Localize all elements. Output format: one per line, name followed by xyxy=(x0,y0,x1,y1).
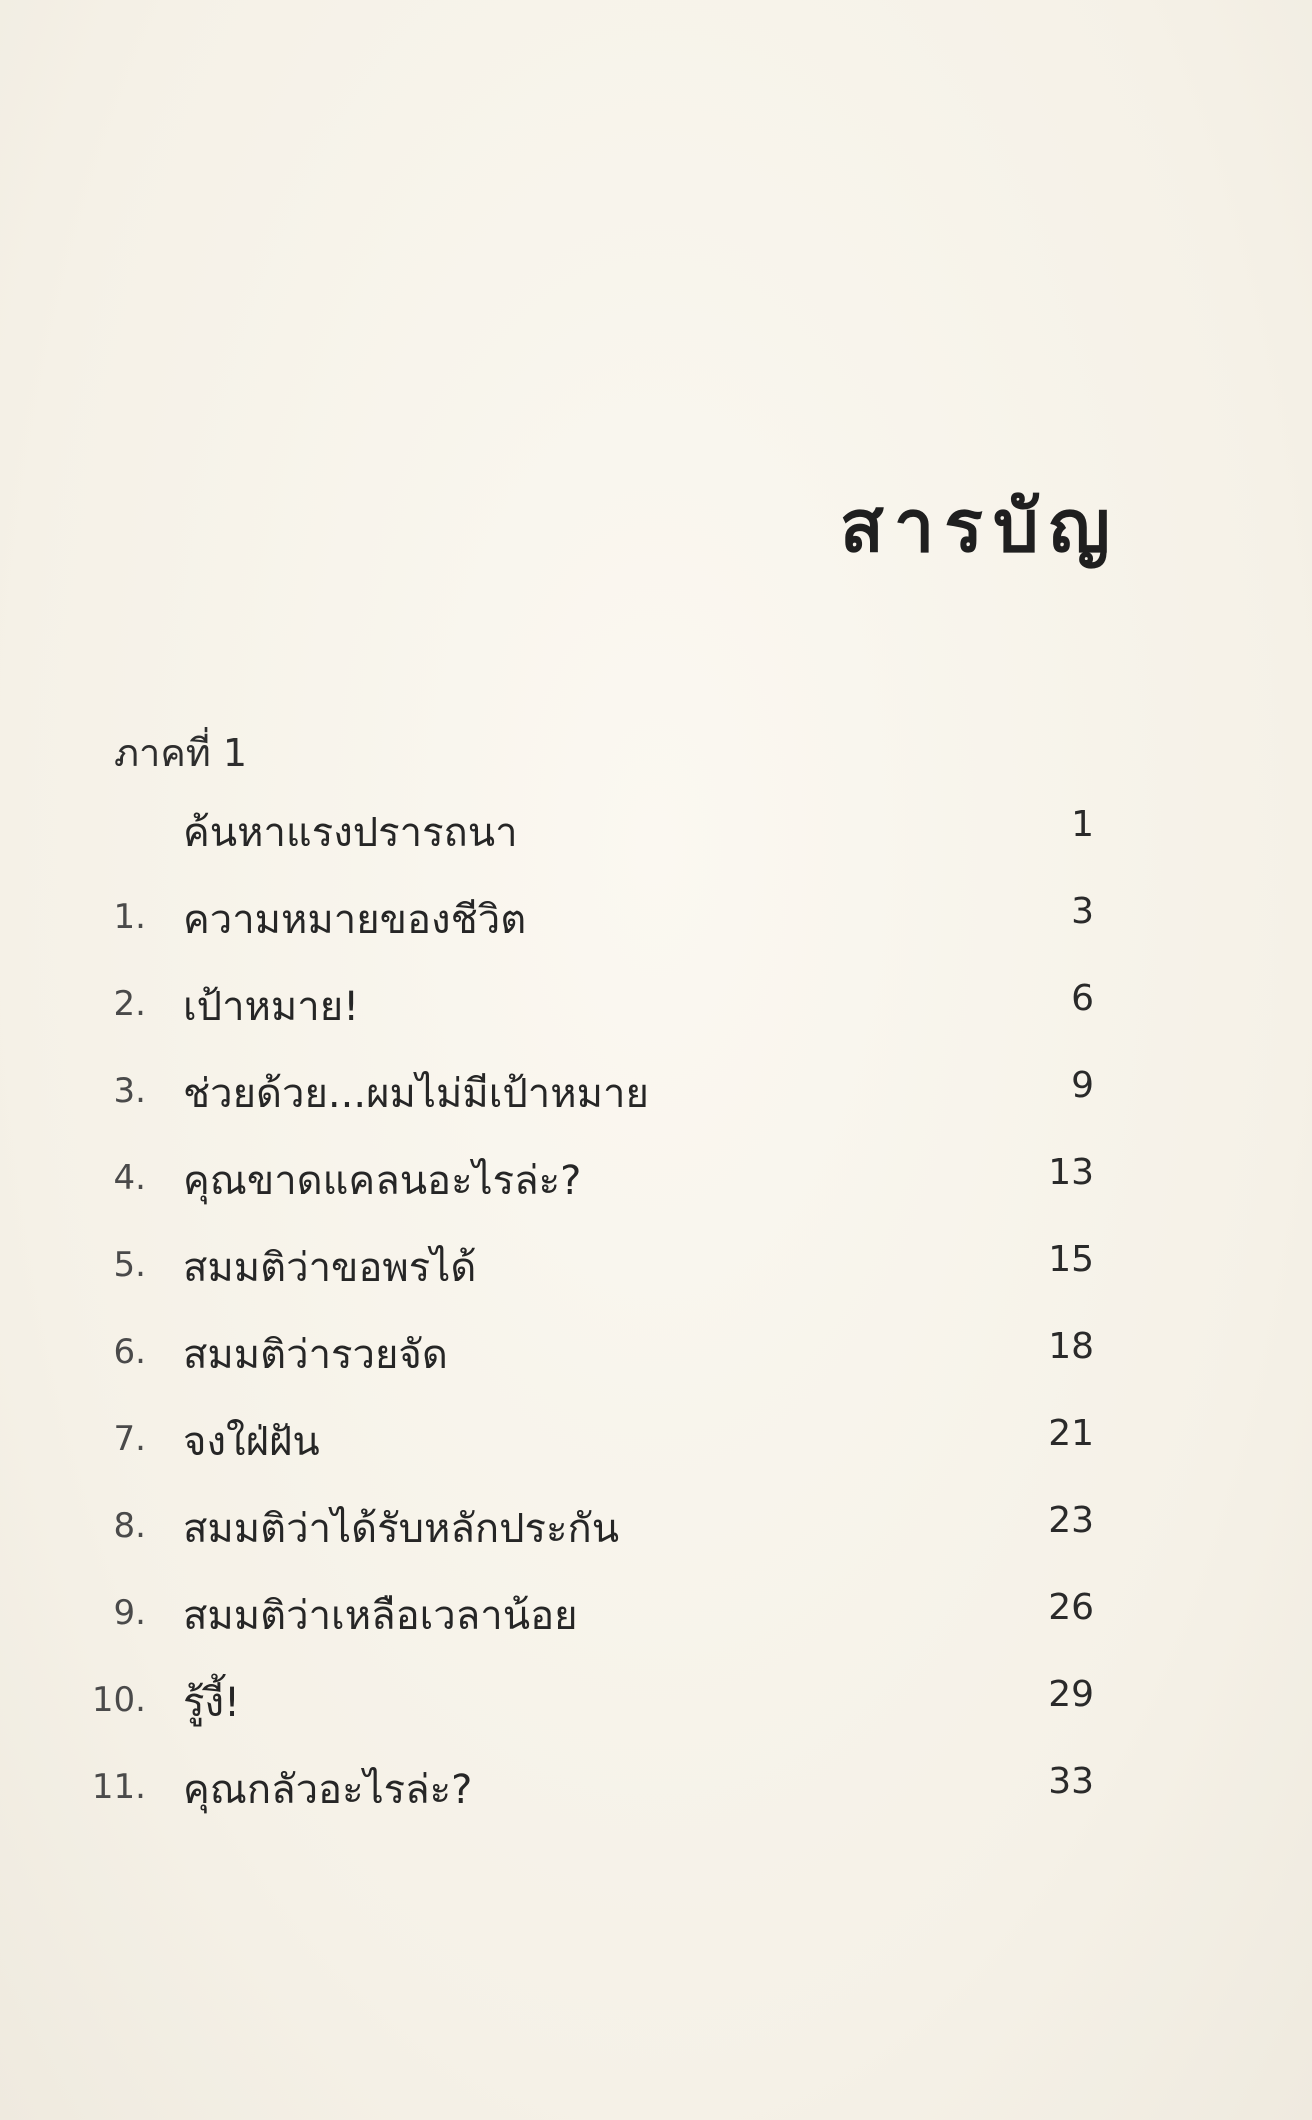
toc-entry-number: 6. xyxy=(113,1332,146,1372)
toc-entry-title: สมมติว่าเหลือเวลาน้อย xyxy=(183,1593,578,1639)
toc-entry xyxy=(0,1757,1312,1817)
toc-entry xyxy=(0,800,1312,860)
toc-entry-number: 2. xyxy=(113,984,146,1024)
toc-entry-page: 1 xyxy=(1071,804,1094,845)
toc-entry xyxy=(0,1583,1312,1643)
toc-entry-number: 10. xyxy=(91,1680,146,1720)
toc-entry xyxy=(0,974,1312,1034)
toc-entry-title: จงใฝ่ฝัน xyxy=(183,1419,320,1465)
toc-entry-page: 15 xyxy=(1048,1239,1094,1280)
toc-entry-number: 4. xyxy=(113,1158,146,1198)
toc-entry-number: 8. xyxy=(113,1506,146,1546)
toc-entry-page: 23 xyxy=(1048,1500,1094,1541)
toc-entry-number: 1. xyxy=(113,897,146,937)
part-heading: ภาคที่ 1 xyxy=(114,731,248,775)
toc-entry xyxy=(0,1496,1312,1556)
toc-entry-page: 18 xyxy=(1048,1326,1094,1367)
toc-entry-page: 29 xyxy=(1048,1674,1094,1715)
toc-entry-number: 3. xyxy=(113,1071,146,1111)
toc-entry-title: สมมติว่ารวยจัด xyxy=(183,1332,448,1378)
toc-entry-page: 26 xyxy=(1048,1587,1094,1628)
toc-entry-page: 33 xyxy=(1048,1761,1094,1802)
toc-entry-title: ช่วยด้วย...ผมไม่มีเป้าหมาย xyxy=(183,1071,649,1117)
toc-entry xyxy=(0,887,1312,947)
toc-entry-number: 11. xyxy=(91,1767,146,1807)
toc-entry-page: 13 xyxy=(1048,1152,1094,1193)
toc-entry xyxy=(0,1235,1312,1295)
toc-entry-page: 6 xyxy=(1071,978,1094,1019)
toc-entry-title: ความหมายของชีวิต xyxy=(183,897,527,943)
toc-entry-title: เป้าหมาย! xyxy=(183,984,360,1030)
toc-entry-page: 3 xyxy=(1071,891,1094,932)
toc-entry xyxy=(0,1148,1312,1208)
toc-entry-title: คุณกลัวอะไรล่ะ? xyxy=(183,1767,473,1813)
toc-entry-title: รู้งี้! xyxy=(183,1680,241,1726)
toc-entry xyxy=(0,1061,1312,1121)
toc-entry-number: 9. xyxy=(113,1593,146,1633)
toc-entry-number: 5. xyxy=(113,1245,146,1285)
toc-entry-title: คุณขาดแคลนอะไรล่ะ? xyxy=(183,1158,582,1204)
toc-entry-page: 21 xyxy=(1048,1413,1094,1454)
toc-title: สารบัญ xyxy=(839,484,1120,568)
toc-entry xyxy=(0,1409,1312,1469)
toc-entry-page: 9 xyxy=(1071,1065,1094,1106)
toc-entry-title: สมมติว่าได้รับหลักประกัน xyxy=(183,1506,620,1552)
toc-entry-title: ค้นหาแรงปรารถนา xyxy=(183,810,518,856)
toc-entry-title: สมมติว่าขอพรได้ xyxy=(183,1245,477,1291)
toc-entry xyxy=(0,1322,1312,1382)
toc-entry xyxy=(0,1670,1312,1730)
toc-entry-number: 7. xyxy=(113,1419,146,1459)
